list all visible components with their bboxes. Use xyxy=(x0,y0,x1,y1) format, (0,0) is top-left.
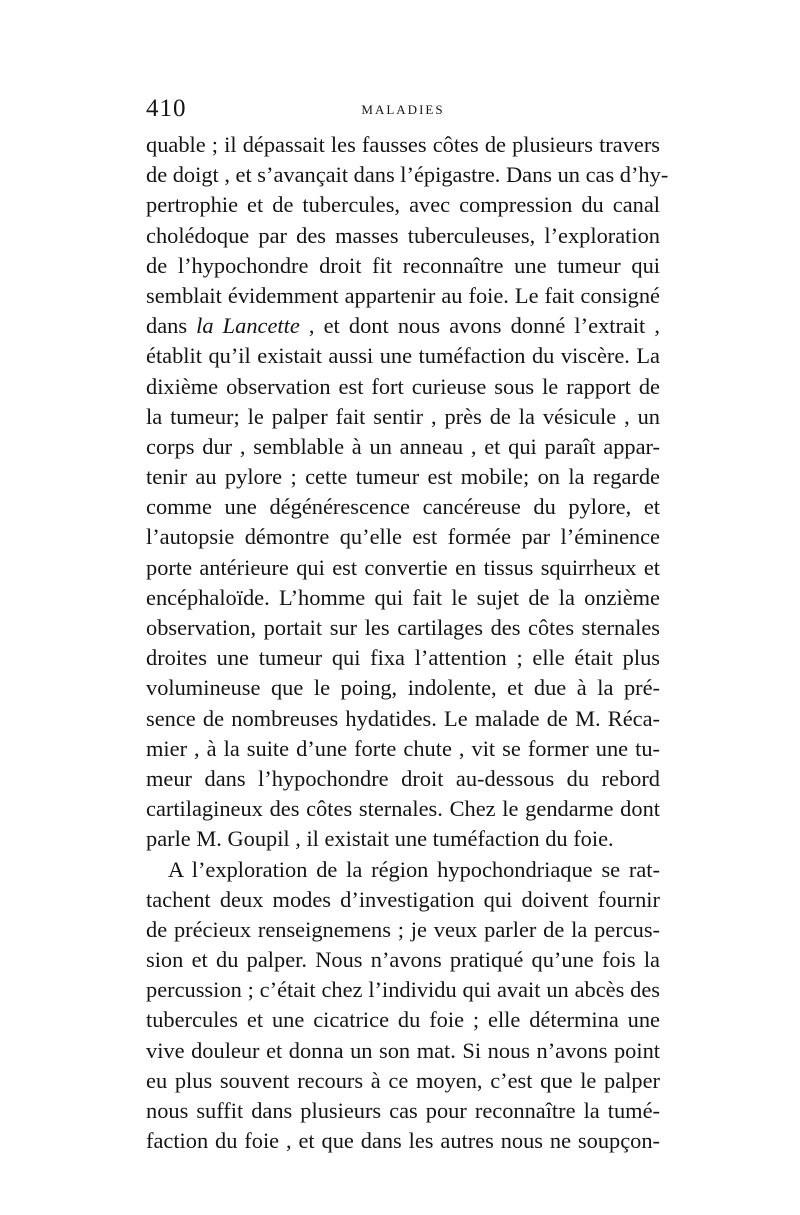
text-line xyxy=(146,311,660,341)
text-line: eu plus souvent recours à ce moyen, c’est que le palper xyxy=(146,1067,660,1093)
text-line: tenir au pylore ; cette tumeur est mobile; on la regarde xyxy=(146,464,660,490)
body-text xyxy=(146,130,669,1156)
page-number: 410 xyxy=(146,95,187,122)
text-line: pertrophie et de tubercules, avec compression du canal xyxy=(146,192,660,218)
paragraph-end-line: parle M. Goupil , il existait une tuméfaction du foie. xyxy=(146,826,614,852)
text-line: établit qu’il existait aussi une tuméfaction du viscère. La xyxy=(146,343,660,369)
text-line: semblait évidemment appartenir au foie. Le fait consigné xyxy=(146,282,660,308)
text-line: mier , à la suite d’une forte chute , vit se former une tu- xyxy=(146,735,660,761)
text-line: corps dur , semblable à un anneau , et qui paraît appar- xyxy=(146,433,660,459)
text-line: tubercules et une cicatrice du foie ; elle détermina une xyxy=(146,1007,660,1033)
text-line: porte antérieure qui est convertie en tissus squirrheux et xyxy=(146,554,660,580)
text-line: sion et du palper. Nous n’avons pratiqué qu’une fois la xyxy=(146,947,660,973)
text-line: l’autopsie démontre qu’elle est formée par l’éminence xyxy=(146,524,660,550)
text-line: volumineuse que le poing, indolente, et due à la pré- xyxy=(146,675,660,701)
text-run: dans xyxy=(146,313,197,339)
text-line: tachent deux modes d’investigation qui doivent fournir xyxy=(146,886,660,912)
text-line: cholédoque par des masses tuberculeuses, l’exploration xyxy=(146,222,660,248)
text-line: sence de nombreuses hydatides. Le malade de M. Réca- xyxy=(146,705,660,731)
italic-title: la Lancette xyxy=(196,313,300,339)
page-header xyxy=(146,94,660,124)
text-line: vive douleur et donna un son mat. Si nous n’avons point xyxy=(146,1037,660,1063)
paragraph-start-line: A l’exploration de la région hypochondriaque se rat- xyxy=(168,856,660,882)
running-head: MALADIES xyxy=(361,102,445,117)
text-line: faction du foie , et que dans les autres nous ne soupçon- xyxy=(146,1128,660,1154)
text-line: encéphaloïde. L’homme qui fait le sujet de la onzième xyxy=(146,584,660,610)
text-line: percussion ; c’était chez l’individu qui avait un abcès des xyxy=(146,977,660,1003)
text-line: meur dans l’hypochondre droit au-dessous du rebord xyxy=(146,765,660,791)
text-line: observation, portait sur les cartilages des côtes sternales xyxy=(146,615,660,640)
text-line: droites une tumeur qui fixa l’attention ; elle était plus xyxy=(146,645,660,671)
text-line: la tumeur; le palper fait sentir , près de la vésicule , un xyxy=(146,403,660,429)
text-line: de précieux renseignemens ; je veux parler de la percus- xyxy=(146,916,660,942)
text-line: cartilagineux des côtes sternales. Chez le gendarme dont xyxy=(146,796,660,822)
text-line: nous suffit dans plusieurs cas pour reconnaître la tumé- xyxy=(146,1098,660,1123)
text-line: comme une dégénérescence cancéreuse du pylore, et xyxy=(146,494,660,520)
text-run: , et dont nous avons donné l’extrait , xyxy=(299,313,660,339)
text-line: dixième observation est fort curieuse sous le rapport de xyxy=(146,373,660,399)
text-line: quable ; il dépassait les fausses côtes de plusieurs travers xyxy=(146,132,660,157)
text-line: de l’hypochondre droit fit reconnaître une tumeur qui xyxy=(146,252,660,278)
text-line: de doigt , et s’avançait dans l’épigastre. Dans un cas d’hy- xyxy=(146,162,669,188)
